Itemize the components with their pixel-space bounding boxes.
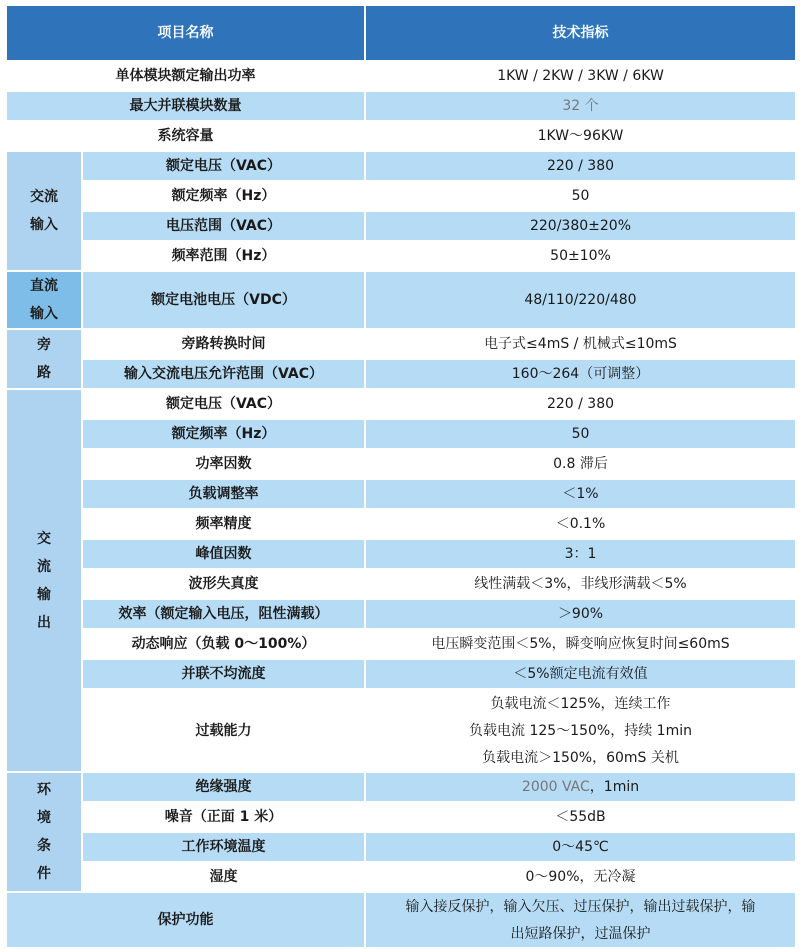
row-value: 32 个	[365, 91, 796, 121]
overload-line: 负载电流＜125%，连续工作	[490, 696, 671, 712]
row-name: 峰值因数	[82, 539, 365, 569]
row-value: 0～90%，无冷凝	[365, 862, 796, 892]
table-row	[6, 569, 796, 599]
table-row	[6, 241, 796, 271]
row-name: 绝缘强度	[82, 772, 365, 802]
row-name: 噪音（正面 1 米）	[82, 802, 365, 832]
row-value: 50	[365, 419, 796, 449]
table-row	[6, 449, 796, 479]
table-row	[6, 862, 796, 892]
row-value: 电压瞬变范围＜5%，瞬变响应恢复时间≤60mS	[365, 629, 796, 659]
table-row	[6, 832, 796, 862]
header-spec: 技术指标	[365, 5, 796, 61]
row-value: ＜55dB	[365, 802, 796, 832]
row-name: 波形失真度	[82, 569, 365, 599]
row-name: 湿度	[82, 862, 365, 892]
row-value: ＜5%额定电流有效值	[365, 659, 796, 689]
table-row	[6, 91, 796, 121]
protection-line: 输入接反保护，输入欠压、过压保护，输出过载保护，输	[405, 899, 756, 915]
row-name: 并联不均流度	[82, 659, 365, 689]
spec-table	[5, 4, 797, 949]
protection-line: 出短路保护，过温保护	[510, 926, 651, 942]
row-value: 160～264（可调整）	[365, 359, 796, 389]
row-name: 额定频率（Hz）	[82, 419, 365, 449]
header-item-name: 项目名称	[6, 5, 365, 61]
table-row	[6, 389, 796, 419]
row-value	[365, 689, 796, 772]
row-value: 50±10%	[365, 241, 796, 271]
row-value: 1KW / 2KW / 3KW / 6KW	[365, 61, 796, 91]
table-header	[6, 5, 796, 61]
row-value	[365, 892, 796, 948]
table-row	[6, 359, 796, 389]
row-value: 50	[365, 181, 796, 211]
row-name: 功率因数	[82, 449, 365, 479]
row-name: 系统容量	[6, 121, 365, 151]
group-bypass: 旁 路	[6, 329, 82, 389]
group-environment: 环 境 条 件	[6, 772, 82, 892]
table-row	[6, 121, 796, 151]
table-row	[6, 181, 796, 211]
overload-line: 负载电流 125～150%，持续 1min	[469, 723, 692, 739]
row-name: 最大并联模块数量	[6, 91, 365, 121]
table-row	[6, 151, 796, 181]
row-name: 输入交流电压允许范围（VAC）	[82, 359, 365, 389]
row-value: 0.8 滞后	[365, 449, 796, 479]
row-value: ＜1%	[365, 479, 796, 509]
table-row	[6, 629, 796, 659]
row-name: 保护功能	[6, 892, 365, 948]
table-row	[6, 659, 796, 689]
table-row	[6, 689, 796, 772]
row-value: 48/110/220/480	[365, 271, 796, 329]
table-row	[6, 479, 796, 509]
row-name: 额定电压（VAC）	[82, 151, 365, 181]
row-name: 旁路转换时间	[82, 329, 365, 359]
row-value: 3：1	[365, 539, 796, 569]
row-value: 220 / 380	[365, 151, 796, 181]
table-row	[6, 892, 796, 948]
row-name: 额定电压（VAC）	[82, 389, 365, 419]
table-row	[6, 539, 796, 569]
row-name: 过载能力	[82, 689, 365, 772]
group-ac-output: 交 流 输 出	[6, 389, 82, 772]
row-name: 频率范围（Hz）	[82, 241, 365, 271]
row-value: 220 / 380	[365, 389, 796, 419]
row-value: 220/380±20%	[365, 211, 796, 241]
row-name: 效率（额定输入电压，阻性满载）	[82, 599, 365, 629]
row-value: ＞90%	[365, 599, 796, 629]
table-row	[6, 509, 796, 539]
row-value: 2000 VAC，1min	[365, 772, 796, 802]
table-row	[6, 211, 796, 241]
row-value: 线性满载＜3%，非线形满载＜5%	[365, 569, 796, 599]
row-value: 0～45℃	[365, 832, 796, 862]
row-name: 电压范围（VAC）	[82, 211, 365, 241]
row-name: 工作环境温度	[82, 832, 365, 862]
group-ac-input: 交流 输入	[6, 151, 82, 271]
row-name: 负载调整率	[82, 479, 365, 509]
table-row	[6, 599, 796, 629]
table-row	[6, 329, 796, 359]
table-row	[6, 61, 796, 91]
table-row	[6, 271, 796, 329]
table-row	[6, 802, 796, 832]
row-name: 额定电池电压（VDC）	[82, 271, 365, 329]
row-name: 单体模块额定输出功率	[6, 61, 365, 91]
row-name: 额定频率（Hz）	[82, 181, 365, 211]
row-name: 频率精度	[82, 509, 365, 539]
overload-line: 负载电流＞150%，60mS 关机	[482, 750, 679, 766]
group-dc-input: 直流 输入	[6, 271, 82, 329]
row-value: 1KW～96KW	[365, 121, 796, 151]
row-value: ＜0.1%	[365, 509, 796, 539]
table-row	[6, 419, 796, 449]
table-row	[6, 772, 796, 802]
row-name: 动态响应（负载 0～100%）	[82, 629, 365, 659]
row-value: 电子式≤4mS / 机械式≤10mS	[365, 329, 796, 359]
